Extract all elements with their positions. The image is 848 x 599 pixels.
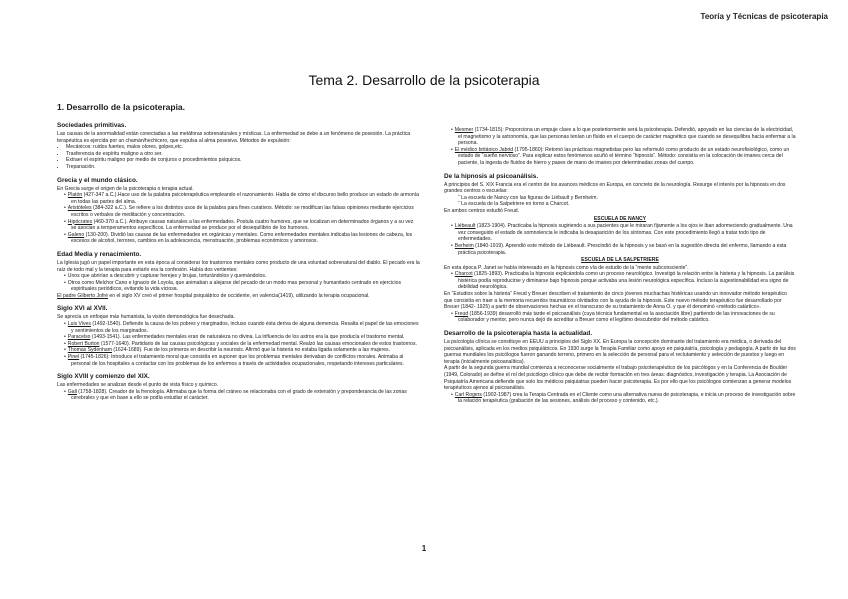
author-text: (384-322 a.C.). Se refiere a los distintos usos de la palabra para fines curativos. Método: se modifican las falsas opiniones mediante ejercicios escritos o verbales de meditación y concentración. bbox=[71, 205, 414, 218]
page-title: Tema 2. Desarrollo de la psicoterapia bbox=[308, 72, 540, 88]
school-text: La escuela de Nancy con las figuras de Liébault y Bernheim. bbox=[461, 194, 598, 201]
author-text: (1758-1828). Creador de la frenología. Afirmaba que la forma del cráneo se relacionaba con el grado de extensión y preponderancia de las zonas cerebrales y que en base a ello se podía estudiar el carácter. bbox=[71, 388, 407, 402]
author-text: (1745-1826): Introduce el tratamiento moral que consistía en suponer que los problemas mentales derivaban de conflictos morales. Animaba al personal de los hospitales a contactar con los problemas de los enfermos a través de actividades ocupacionales, respetando intereses particulares. bbox=[71, 354, 404, 367]
author-list bbox=[444, 392, 796, 405]
author-text: (1734-1815): Proporciona un empuje clave a lo que posteriormente será la psicoterapia. Defendió, apoyado en las ciencias de la electricidad, el magnetismo y la astronomía, que las personas tenían un fluido en el cuerpo de carácter magnético que cuando se desequilibra hacía enfermar a la persona. bbox=[458, 127, 796, 147]
paragraph: A principios del S. XIX Francia era el centro de los avances médicos en Europa, en concreto de la neurología. Resurge el interés por la hipnosis en dos grandes centros o escuelas: bbox=[444, 181, 786, 195]
author-list bbox=[444, 127, 796, 167]
author-text: (1795-1860): Retomó las prácticas magnetistas pero las reformuló como producto de un estado neurofisiológico, como un estado de “sueño nervioso”. Para explicar estos fenómenos acuñó el término “hipnosis”. Método: consistía en la colocación de imanes cerca del paciente, la ingesta de fluidos de hierro y pases de mano de imanes por determinadas zonas del cuerpo. bbox=[458, 146, 790, 166]
list-item: • Extraer el espíritu maligno por medio de conjuros o procedimientos psíquicos. bbox=[66, 157, 420, 164]
paragraph: En Grecia surge el origen de la psicoterapia o terapia actual. bbox=[57, 185, 194, 192]
page-number: 1 bbox=[421, 544, 427, 553]
author-list bbox=[57, 389, 420, 402]
author-name: Gall bbox=[67, 388, 77, 395]
author-text: (460-370 a.C.). Atribuye causas naturales a las enfermedades. Postula cuatro humores, que se localizan en determinados órganos y a su vez se asocian a temperamentos específicos. La enfermedad se produce por el desequilibrio de los humores. bbox=[71, 218, 414, 232]
bullet-list bbox=[57, 144, 420, 170]
paragraph: La Iglesia jugó un papel importante en esta época al considerar los trastornos mentales como producto de una voluntad sobrenatural del diablo. El pecado era la raíz de todo mal y la terapia para evitarlo era la confesión. Había dos vertientes: bbox=[57, 259, 420, 273]
heading-greece: Grecia y el mundo clásico. bbox=[57, 176, 138, 184]
author-text: (1840-1919). Aprendió este método de Liébeault. Prescindió de la hipnosis y se basó en la sugestión directa del enfermo, llamando a esta práctica psicoterapia. bbox=[458, 242, 787, 256]
author-text: (1856-1939) desarrolló más tarde el psicoanálisis (cuya técnica fundamental es la asociación libre) partiendo de las innovaciones de su colaborador y mentor, pero nunca dejó de acreditar a Breuer como el legítimo descubridor del método catártico. bbox=[458, 310, 775, 324]
list-item: • Mecánicos: ruidos fuertes, malos olores, golpes,etc. bbox=[66, 144, 420, 151]
list-item bbox=[454, 127, 796, 147]
schools-list bbox=[444, 195, 796, 208]
list-item: • Trepanación. bbox=[66, 164, 420, 171]
heading-hypnosis: De la hipnosis al psicoanálisis. bbox=[444, 172, 539, 180]
paragraph: En ambos centros estudió Freud. bbox=[444, 207, 520, 214]
school-text: La escuela de la Salpetriere en torno a Charcot. bbox=[461, 201, 570, 208]
list-item: “ La escuela de la Salpetriere en torno a Charcot. bbox=[458, 201, 570, 208]
heading-xvi: Siglo XVI al XVII. bbox=[57, 305, 108, 313]
author-list bbox=[57, 321, 420, 367]
author-name: Platón bbox=[67, 192, 83, 199]
list-item: • Trasferencia de espíritu maligno a otro ser. bbox=[66, 151, 420, 158]
list-item bbox=[454, 223, 796, 243]
author-name: Berheim bbox=[454, 242, 474, 249]
heading-xviii: Siglo XVIII y comienzo del XIX. bbox=[57, 373, 150, 381]
author-name: Liébeault bbox=[454, 223, 476, 230]
list-item bbox=[67, 218, 420, 232]
list-item bbox=[67, 388, 420, 402]
list-item bbox=[67, 354, 420, 367]
paragraph: Las enfermedades se analizan desde el punto de vista físico y químico. bbox=[57, 382, 219, 389]
author-name: Mesmer bbox=[454, 127, 474, 133]
author-text: (1624-1689). Fue de los primeros en describir la neurosis. Afirmó que la histeria no estaba ligada solamente a las mujeres. bbox=[111, 347, 391, 354]
list-item bbox=[454, 146, 796, 167]
running-header: Teoría y Técnicas de psicoterapia bbox=[700, 12, 828, 21]
list-item bbox=[67, 192, 420, 205]
paragraph: Las causas de la anormalidad están conectadas a las metáforas sobrenaturales y místicas. La enfermedad se debe a un fenómeno de posesión. La práctica terapéutica es ejercida por un chamán/hechicero, que expulsa al alma posesiva. Métodos de expulsión: bbox=[57, 131, 411, 144]
heading-middle-ages: Edad Media y renacimiento. bbox=[57, 250, 142, 258]
paragraph: En esta época P. Janet se había interesado en la hipnosis como vía de estudio de la “mente subconsciente”. bbox=[444, 264, 689, 271]
paragraph: A partir de la segunda guerra mundial comienza a reconocerse socialmente el trabajo psicoterapéutico de los psicólogos y en la Conferencia de Boulder (1949, Colorado) se define el rol del psicólogo clínico que debe de recibir formación en tres áreas: diagnóstico, investigación y terapia. La Asociación de Psiquiatría Americana defiende que solo los médicos psiquiatras pueden hacer psicoterapia. Es por ello que los psicólogos comienzan a generar modelos terapéuticos ajenos al psicoanálisis. bbox=[444, 365, 792, 392]
list-item bbox=[454, 310, 796, 324]
author-name: El padre Gilberto Jofré bbox=[57, 292, 108, 299]
author-list bbox=[444, 311, 796, 324]
paragraph: Se aprecia un enfoque más humanista, la visión demonológica fue desechada. bbox=[57, 314, 235, 321]
author-name: Carl Rogers bbox=[454, 391, 482, 398]
list-item bbox=[454, 271, 796, 291]
heading-current: Desarrollo de la psicoterapia hasta la actualidad. bbox=[444, 330, 593, 338]
subheading-nancy: ESCUELA DE NANCY bbox=[593, 215, 647, 222]
list-item: “ La escuela de Nancy con las figuras de Liébault y Bernheim. bbox=[458, 194, 598, 201]
author-list bbox=[444, 271, 796, 291]
left-column bbox=[57, 102, 420, 402]
subheading-salpetriere: ESCUELA DE LA SALPETRIERE bbox=[581, 257, 659, 264]
author-name: Charcot bbox=[454, 271, 473, 278]
author-text: (1823-1904). Practicaba la hipnosis sugiriendo a sus pacientes que le miraran fijamente a los ojos ie iban adormeciendo gradualmente. Una vez conseguido el estado de somnolencia le indicaba la desaparición de los síntomas. Con este procedimiento llegó a tratar todo tipo de enfermedades. bbox=[458, 223, 793, 243]
author-name: Freud bbox=[454, 310, 469, 317]
list-item bbox=[67, 231, 420, 245]
list-item bbox=[67, 205, 420, 218]
list-item: • Unos que abrirían a descubrir y capturar herejes y brujas, torturándolos y quemándolos. bbox=[71, 273, 420, 280]
list-item bbox=[454, 242, 796, 256]
heading-primitive: Sociedades primitivas. bbox=[57, 122, 127, 129]
author-text: (130-200). Dividió las causas de las enfermedades en orgánicas y mentales. Como enfermedades mentales indicaba las lesiones de cabeza, los excesos de alcohol, terrores, cambios en la adolescencia, menstruación, problemas económicos y amorosos. bbox=[71, 231, 413, 245]
paragraph: La psicología clínica se constituye en EEUU a principios del Siglo XX. En Europa la concepción dominante del tratamiento era médica, o derivada del psicoanálisis, aplicada en los medios psiquiátricos. En 1930 surge la Terapia Familiar como apoyo en psiquiatría, psicología y pedagogía. A partir de las dos guerras mundiales los psicólogos fueron ganando terreno, primero en la selección de personal para el reclutamiento y selección de puestos y luego en terapia (inicialmente psicoanalítica). bbox=[444, 339, 796, 365]
paragraph bbox=[57, 293, 420, 300]
section-heading: 1. Desarrollo de la psicoterapia. bbox=[57, 102, 186, 112]
author-text: (1493-1541). Las enfermedades mentales eran de naturaleza no divina. La influencia de los astros era la que producía el trastorno mental. bbox=[90, 334, 405, 341]
author-name: Pinel bbox=[67, 354, 80, 361]
list-item bbox=[67, 321, 420, 334]
list-item bbox=[454, 391, 796, 405]
author-name: Robert Burton bbox=[67, 340, 100, 347]
author-name: El médico británico Jabrid bbox=[454, 146, 514, 153]
author-name: Luis Vives bbox=[67, 321, 91, 328]
list-item bbox=[67, 340, 420, 348]
author-text: (1825-1893). Practicaba la hipnosis explicándola como un proceso neurológico. Investigó la relación entre la histeria y la hipnosis. La parálisis histérica podía reproducirse y diminarse bajo hipnosis porque activaba una lesión neurológica específica. Incluso la sugestionabilidad era signo de debilidad neurológica. bbox=[458, 271, 795, 291]
author-text: en el siglo XV creó el primer hospital psiquiátrico de occidente, en valencia(1419), utilizando la terapia ocupacional. bbox=[107, 292, 370, 299]
author-text: (1577-1640). Partidario de las causas psicológicas y sociales de la enfermedad mental. Realzó las causas emocionales de estos trastornos. bbox=[99, 340, 417, 347]
author-name: Galeno bbox=[67, 231, 85, 238]
bullet-list bbox=[57, 273, 420, 293]
list-item: • Otros como Melchor Cano e Ignacio de Loyola, que animaban a alejarse del pecado de un modo mas personal y humanitario centrado en ejercicios espirituales periódicos, evitando la vida viciosa. bbox=[71, 280, 420, 293]
author-text: (1492-1540). Defiende la causa de los pobres y marginados, incluso cuando ésta deriva de alguna demencia. Resalta el papel de las emociones y sentimientos de los marginados. bbox=[71, 321, 419, 334]
author-text: (1902-1987) crea la Terapia Centrada en el Cliente como una alternativa nueva de psicoterapia, e inicia un proceso de investigación sobre la relación terapéutica (grabación de las sesiones, análisis del proceso y contenido, etc.). bbox=[458, 391, 796, 405]
list-item bbox=[67, 347, 420, 354]
author-list bbox=[57, 192, 420, 245]
author-list bbox=[444, 223, 796, 256]
author-name: Thomas Sydenham bbox=[67, 347, 112, 354]
author-name: Aristóteles bbox=[67, 205, 92, 212]
author-name: Hipócrates bbox=[67, 218, 93, 225]
list-item bbox=[67, 334, 420, 341]
author-text: (427-347 a.C.).Hace uso de la palabra psicoterapéutica empleando el razonamiento. Habla de cómo el discurso bello produce un estado de armonía en todas las partes del alma. bbox=[71, 192, 419, 205]
right-column bbox=[444, 127, 796, 405]
paragraph: En “Estudios sobre la histeria” Freud y Breuer describen el tratamiento de cinco jóvenes muchachas histéricas usando un innovador método terapéutico que consistía en traer a la memoria recuerdos traumáticos olvidados con la ayuda de la hipnosis. Este nuevo método terapéutico fue desarrollado por Breuer (1842- 1925) a partir de observaciones hechas en el transcurso de su tratamiento de Anna O. y que él denominó «método catártico». bbox=[444, 291, 787, 311]
author-name: Paracelso bbox=[67, 334, 91, 341]
